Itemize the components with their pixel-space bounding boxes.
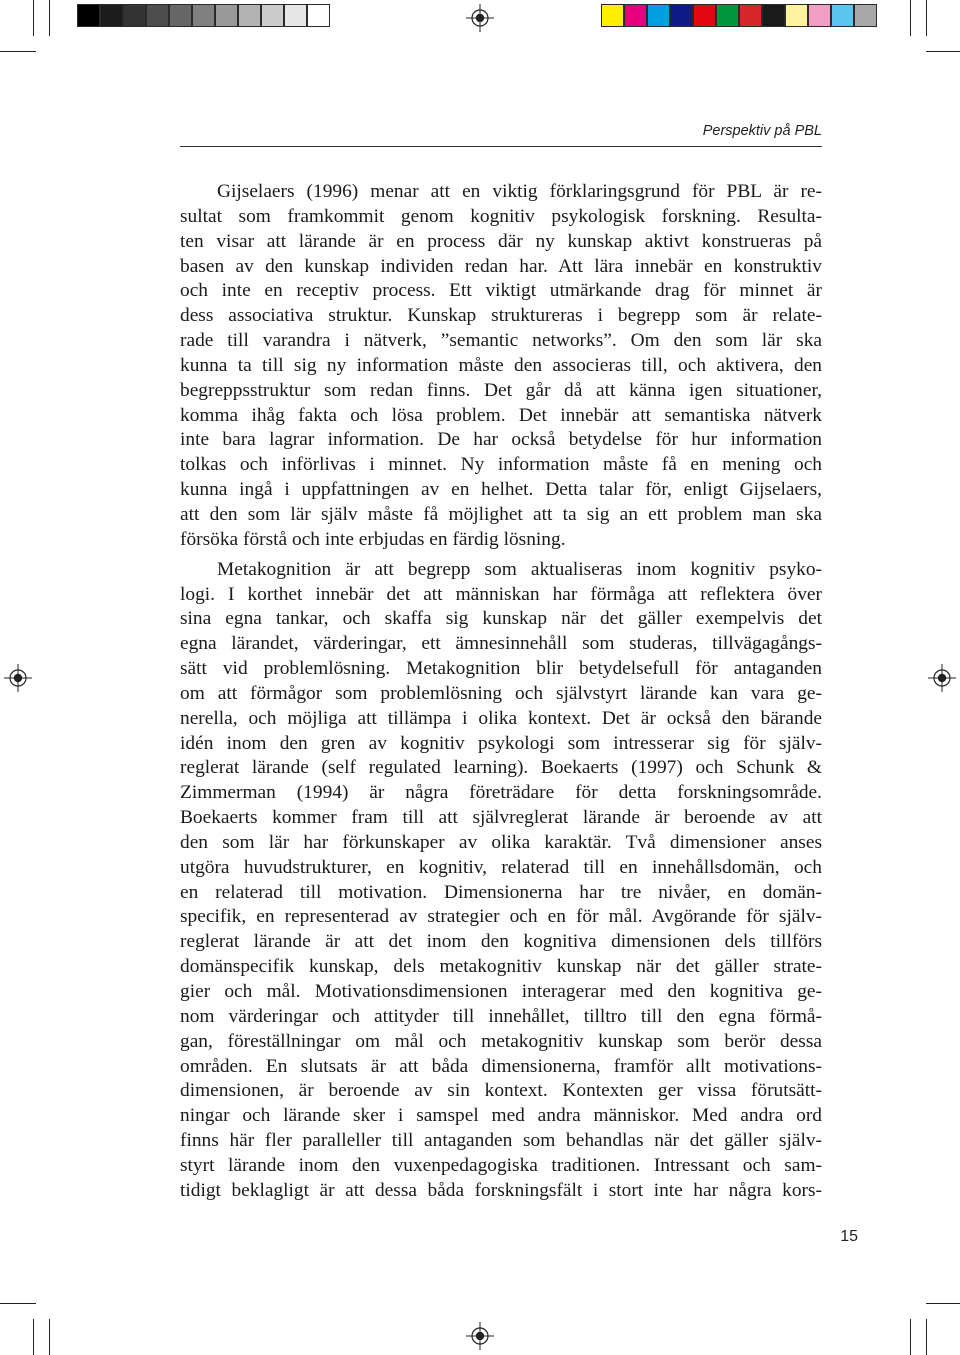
text-line: ten visar att lärande är en process där ny kunskap aktivt konstrueras på xyxy=(180,230,822,252)
text-line: Gijselaers (1996) menar att en viktig förklaringsgrund för PBL är re- xyxy=(217,181,822,202)
text-line: Metakognition är att begrepp som aktualiseras inom kognitiv psyko- xyxy=(217,558,822,580)
gray-swatch xyxy=(77,4,100,27)
text-line: sultat som framkommit genom kognitiv psykologisk forskning. Resulta- xyxy=(180,205,822,227)
crop-mark xyxy=(926,0,927,36)
color-swatch xyxy=(716,4,739,27)
color-swatch xyxy=(808,4,831,27)
page-number: 15 xyxy=(840,1228,858,1245)
text-line: styrt lärande inom den vuxenpedagogiska traditionen. Intressant och sam- xyxy=(180,1154,822,1176)
text-line: reglerat lärande (self regulated learning). Boekaerts (1997) och Schunk & xyxy=(180,757,822,779)
body-text xyxy=(180,180,822,1204)
crop-mark xyxy=(0,1303,36,1304)
text-line: finns här fler paralleller till antaganden som behandlas när det gäller själv- xyxy=(180,1130,822,1152)
text-line: den som lär har förkunskaper av olika karaktär. Två dimensioner anses xyxy=(180,831,822,853)
color-swatch xyxy=(762,4,785,27)
gray-swatch xyxy=(307,4,330,27)
color-swatch xyxy=(854,4,877,27)
text-line: dess associativa struktur. Kunskap struktureras i begrepp som är relate- xyxy=(180,305,822,327)
crop-mark xyxy=(910,1319,911,1355)
text-line: tolkas och införlivas i minnet. Ny information måste få en mening och xyxy=(180,454,822,476)
text-line: nom värderingar och attityder till innehållet, tilltro till den egna förmå- xyxy=(180,1005,822,1027)
text-line: ningar och lärande sker i samspel med andra människor. Med andra ord xyxy=(180,1105,822,1127)
text-line: rade till varandra i nätverk, ”semantic networks”. Om den som lär ska xyxy=(180,330,822,352)
text-line: begreppsstruktur som redan finns. Det går då att känna igen situationer, xyxy=(180,379,822,401)
registration-mark-icon xyxy=(4,664,32,692)
text-line: logi. I korthet innebär det att människan har förmåga att reflektera över xyxy=(180,583,822,605)
text-line: sätt vid problemlösning. Metakognition blir betydelsefull för antaganden xyxy=(180,658,822,680)
crop-mark xyxy=(49,0,50,36)
text-line: reglerat lärande är att det inom den kognitiva dimensionen dels tillförs xyxy=(180,931,822,953)
text-line: domänspecifik kunskap, dels metakognitiv kunskap när det gäller strate- xyxy=(180,956,822,978)
running-header: Perspektiv på PBL xyxy=(702,123,822,139)
registration-mark-icon xyxy=(466,4,494,32)
crop-mark xyxy=(33,1319,34,1355)
color-swatch xyxy=(785,4,808,27)
text-line: tidigt beklagligt är att dessa båda forskningsfält i stort inte har några kors- xyxy=(180,1179,822,1201)
text-line: kunna ta till sig ny information måste den associeras till, och aktivera, den xyxy=(180,354,822,376)
crop-mark xyxy=(926,1303,960,1304)
header-rule xyxy=(180,146,822,147)
text-line: Zimmerman (1994) är några företrädare för detta forskningsområde. xyxy=(180,782,822,804)
color-swatch xyxy=(624,4,647,27)
process-color-bar xyxy=(601,4,877,27)
text-line: inte bara lagrar information. De har också betydelse för hur information xyxy=(180,429,822,451)
gray-swatch xyxy=(100,4,123,27)
text-line: utgöra huvudstrukturer, en kognitiv, relaterad till en innehållsdomän, och xyxy=(180,856,822,878)
gray-swatch xyxy=(123,4,146,27)
text-line: kunna ingå i uppfattningen av en helhet. Detta talar för, enligt Gijselaers, xyxy=(180,479,822,501)
text-line: sina egna tankar, och skaffa sig kunskap när det gäller exempelvis det xyxy=(180,608,822,630)
gray-swatch xyxy=(146,4,169,27)
text-line: egna lärandet, värderingar, ett ämnesinnehåll som studeras, tillvägagångs- xyxy=(180,633,822,655)
grayscale-color-bar xyxy=(77,4,330,27)
text-line: nerella, och möjliga att tillämpa i olika kontext. Det är också den bärande xyxy=(180,707,822,729)
gray-swatch xyxy=(284,4,307,27)
crop-mark xyxy=(33,0,34,36)
text-line: specifik, en representerad av strategier och en för mål. Avgörande för själv- xyxy=(180,906,822,928)
color-swatch xyxy=(601,4,624,27)
text-line: områden. En slutsats är att båda dimensionerna, framför allt motivations- xyxy=(180,1055,822,1077)
gray-swatch xyxy=(238,4,261,27)
text-line: gier och mål. Motivationsdimensionen interagerar med den kognitiva ge- xyxy=(180,981,822,1002)
text-line: en relaterad till motivation. Dimensionerna har tre nivåer, en domän- xyxy=(180,881,822,903)
text-line: komma ihåg fakta och lösa problem. Det innebär att semantiska nätverk xyxy=(180,404,822,426)
gray-swatch xyxy=(169,4,192,27)
text-line: idén inom den gren av kognitiv psykologi som intresserar sig för själv- xyxy=(180,732,822,754)
color-swatch xyxy=(670,4,693,27)
text-line: och inte en receptiv process. Ett viktigt utmärkande drag för minnet är xyxy=(180,280,822,302)
gray-swatch xyxy=(261,4,284,27)
crop-mark xyxy=(49,1319,50,1355)
text-line: gan, föreställningar om mål och metakognitiv kunskap som berör dessa xyxy=(180,1030,822,1052)
text-line: försöka förstå och inte erbjudas en färdig lösning. xyxy=(180,528,566,550)
color-swatch xyxy=(693,4,716,27)
text-line: att den som lär själv måste få möjlighet att ta sig an ett problem man ska xyxy=(180,503,822,525)
color-swatch xyxy=(831,4,854,27)
text-line: dimensionen, är beroende av sin kontext. Kontexten ger vissa förutsätt- xyxy=(180,1080,822,1102)
color-swatch xyxy=(647,4,670,27)
gray-swatch xyxy=(192,4,215,27)
gray-swatch xyxy=(215,4,238,27)
text-line: Boekaerts kommer fram till att självreglerat lärande är beroende av att xyxy=(180,807,822,829)
crop-mark xyxy=(926,1319,927,1355)
color-swatch xyxy=(739,4,762,27)
crop-mark xyxy=(910,0,911,36)
crop-mark xyxy=(0,51,36,52)
text-line: basen av den kunskap individen redan har. Att lära innebär en konstruktiv xyxy=(180,255,822,277)
crop-mark xyxy=(926,51,960,52)
registration-mark-icon xyxy=(928,664,956,692)
text-line: om att förmågor som problemlösning och självstyrt lärande kan vara ge- xyxy=(180,682,822,704)
registration-mark-icon xyxy=(466,1322,494,1350)
